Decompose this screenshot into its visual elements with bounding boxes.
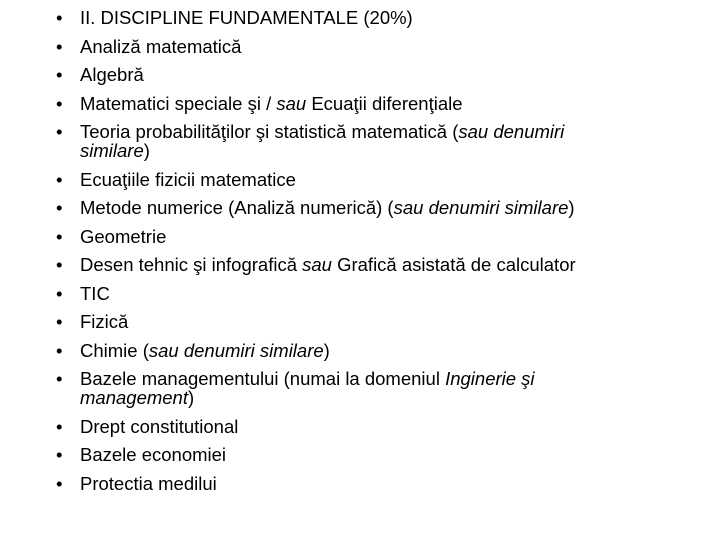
list-item-text bbox=[80, 169, 296, 190]
bullet-icon: • bbox=[56, 225, 63, 247]
list-item bbox=[56, 445, 636, 464]
bullet-icon: • bbox=[56, 7, 63, 28]
text-run: Analiză matematică bbox=[80, 35, 242, 57]
italic-text: sau bbox=[302, 254, 332, 275]
bullet-icon: • bbox=[56, 368, 63, 389]
bullet-icon: • bbox=[56, 339, 63, 361]
text-run: Algebră bbox=[80, 64, 144, 85]
list-item-text bbox=[80, 121, 564, 161]
list-item bbox=[56, 94, 636, 113]
list-item bbox=[56, 37, 636, 56]
bullet-icon: • bbox=[56, 415, 63, 437]
bullet-icon: • bbox=[56, 282, 63, 304]
bullet-icon: • bbox=[56, 64, 63, 85]
list-item bbox=[56, 474, 636, 493]
list-item-text bbox=[80, 226, 166, 247]
text-run: Geometrie bbox=[80, 225, 167, 247]
text-run: TIC bbox=[80, 282, 110, 304]
text-run: ) bbox=[568, 197, 575, 218]
text-run: Bazele economiei bbox=[80, 444, 227, 465]
list-item-text bbox=[80, 254, 576, 275]
text-run: ) bbox=[323, 339, 330, 361]
text-run: Metode numerice (Analiză numerică) ( bbox=[80, 197, 394, 218]
list-item bbox=[56, 227, 636, 246]
bullet-list bbox=[56, 8, 636, 502]
list-item-text bbox=[80, 93, 463, 114]
list-item-text bbox=[80, 311, 128, 332]
text-run: Matematici speciale şi / bbox=[80, 92, 277, 114]
list-item-text bbox=[80, 444, 226, 465]
text-run: Bazele managementului (numai la domeniul bbox=[80, 368, 446, 389]
bullet-icon: • bbox=[56, 311, 63, 332]
list-item-text bbox=[80, 7, 413, 28]
text-run: ) bbox=[187, 387, 195, 408]
italic-text: sau denumiri similare bbox=[80, 121, 565, 161]
list-item-text bbox=[80, 340, 330, 361]
list-item bbox=[56, 198, 636, 217]
italic-text: Inginerie şi management bbox=[80, 368, 535, 408]
list-item-text bbox=[80, 473, 217, 494]
list-item-text bbox=[80, 283, 110, 304]
bullet-icon: • bbox=[56, 168, 63, 190]
text-run: Fizică bbox=[80, 311, 129, 332]
list-item bbox=[56, 255, 636, 274]
list-item bbox=[56, 170, 636, 189]
list-item-text bbox=[80, 64, 144, 85]
bullet-icon: • bbox=[56, 121, 63, 142]
bullet-icon: • bbox=[56, 472, 63, 494]
text-run: Teoria probabilităţilor şi statistică matematică ( bbox=[80, 121, 459, 142]
list-item bbox=[56, 417, 636, 436]
bullet-icon: • bbox=[56, 35, 63, 57]
italic-text: sau denumiri similare bbox=[393, 197, 569, 218]
bullet-icon: • bbox=[56, 197, 63, 218]
list-item bbox=[56, 312, 636, 331]
list-item bbox=[56, 369, 636, 407]
text-run: Ecuaţii diferenţiale bbox=[306, 92, 463, 114]
bullet-icon: • bbox=[56, 444, 63, 465]
text-run: Grafică asistată de calculator bbox=[331, 254, 576, 275]
text-run: Chimie ( bbox=[80, 339, 149, 361]
text-run: Desen tehnic şi infografică bbox=[80, 254, 303, 275]
list-item-text bbox=[80, 368, 535, 408]
list-item bbox=[56, 284, 636, 303]
list-item-text bbox=[80, 416, 238, 437]
list-item-text bbox=[80, 36, 241, 57]
list-item bbox=[56, 341, 636, 360]
list-item-text bbox=[80, 197, 575, 218]
text-run: Drept constitutional bbox=[80, 415, 239, 437]
list-item bbox=[56, 8, 636, 27]
list-item bbox=[56, 122, 636, 160]
text-run: ) bbox=[143, 140, 150, 161]
italic-text: sau denumiri similare bbox=[148, 339, 324, 361]
text-run: II. DISCIPLINE FUNDAMENTALE (20%) bbox=[80, 7, 413, 28]
text-run: Protectia medilui bbox=[80, 472, 217, 494]
italic-text: sau bbox=[276, 92, 307, 114]
text-run: Ecuaţiile fizicii matematice bbox=[80, 168, 296, 190]
bullet-icon: • bbox=[56, 254, 63, 275]
bullet-icon: • bbox=[56, 92, 63, 114]
list-item bbox=[56, 65, 636, 84]
